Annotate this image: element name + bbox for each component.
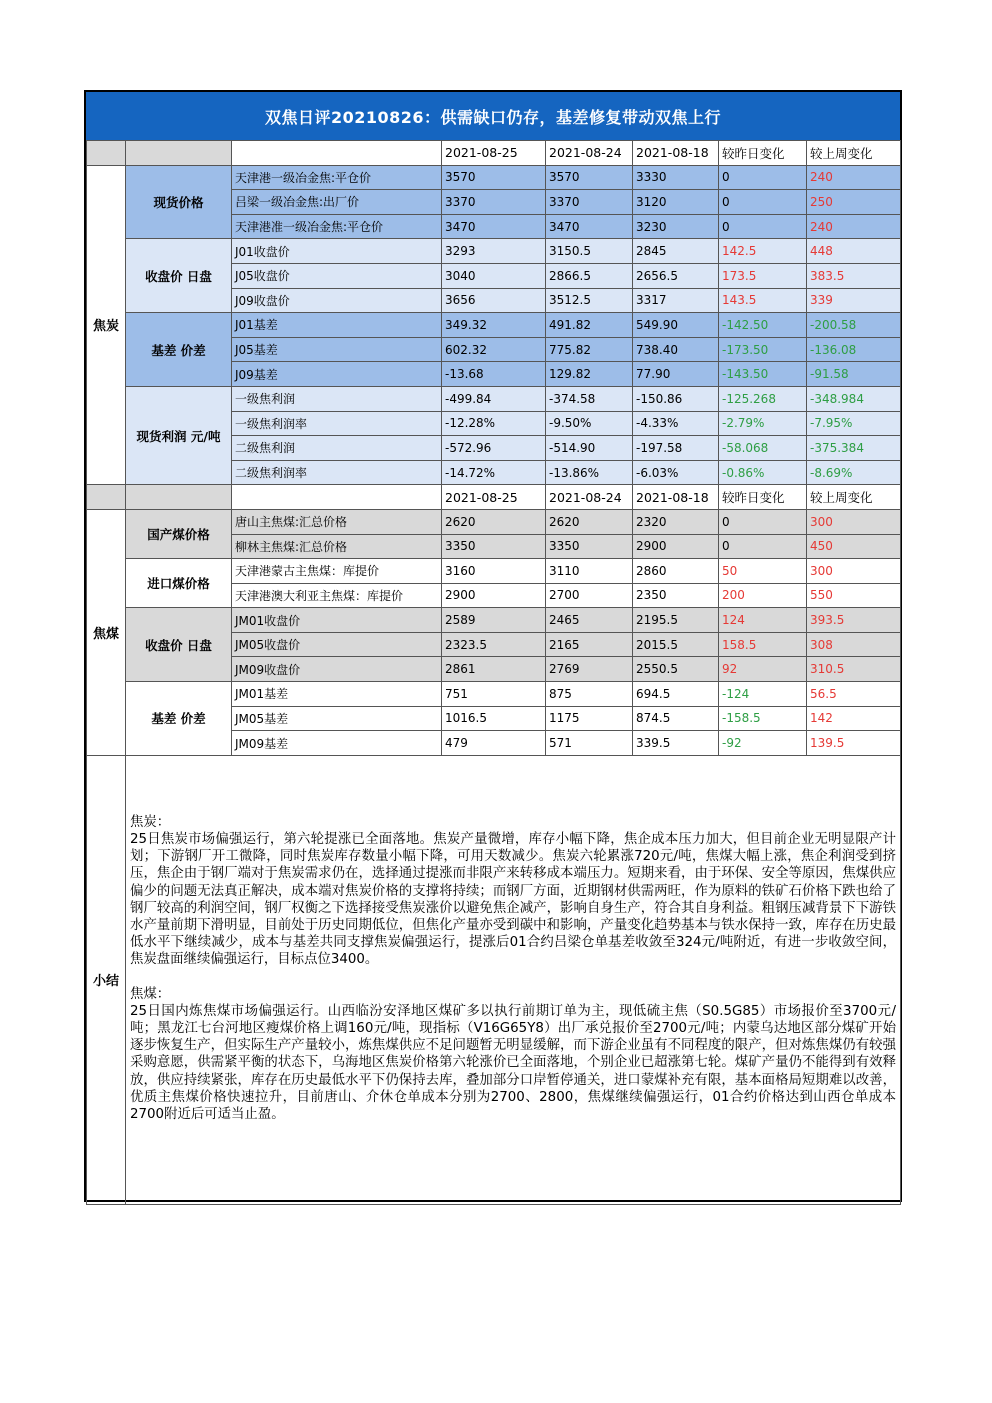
week-change-cell: 383.5 [807, 263, 901, 288]
value-cell: 3120 [633, 190, 719, 215]
import-coal-group: 进口煤价格 [126, 559, 232, 608]
value-cell: -13.86% [546, 460, 633, 485]
value-cell: -4.33% [633, 411, 719, 436]
week-change-cell: -91.58 [807, 362, 901, 387]
day-change-cell: -124 [719, 682, 807, 707]
week-change-header: 较上周变化 [807, 141, 901, 166]
value-cell: 549.90 [633, 313, 719, 338]
day-change-cell: 0 [719, 165, 807, 190]
indicator-name: 一级焦利润率 [232, 411, 442, 436]
value-cell: -514.90 [546, 436, 633, 461]
value-cell: 3330 [633, 165, 719, 190]
value-cell: 3570 [546, 165, 633, 190]
day-change-header: 较昨日变化 [719, 141, 807, 166]
day-change-cell: 92 [719, 657, 807, 682]
date-header-1: 2021-08-24 [546, 485, 633, 510]
value-cell: 2350 [633, 583, 719, 608]
indicator-name: JM01基差 [232, 682, 442, 707]
value-cell: 2866.5 [546, 263, 633, 288]
week-change-cell: -375.384 [807, 436, 901, 461]
report-sheet [84, 90, 902, 1202]
day-change-cell: 142.5 [719, 239, 807, 264]
value-cell: 3512.5 [546, 288, 633, 313]
indicator-name: 唐山主焦煤:汇总价格 [232, 509, 442, 534]
value-cell: 3570 [442, 165, 546, 190]
blank-cell [87, 485, 126, 510]
coal-basis-group: 基差 价差 [126, 682, 232, 756]
week-change-cell: -7.95% [807, 411, 901, 436]
date-header-2: 2021-08-18 [633, 141, 719, 166]
value-cell: 602.32 [442, 337, 546, 362]
value-cell: 3317 [633, 288, 719, 313]
indicator-name: J09收盘价 [232, 288, 442, 313]
week-change-cell: 240 [807, 214, 901, 239]
blank-cell [126, 485, 232, 510]
indicator-name: 天津港一级冶金焦:平仓价 [232, 165, 442, 190]
week-change-cell: 139.5 [807, 731, 901, 756]
indicator-name: JM09收盘价 [232, 657, 442, 682]
day-change-cell: -158.5 [719, 706, 807, 731]
date-header-0: 2021-08-25 [442, 485, 546, 510]
blank-cell [126, 141, 232, 166]
week-change-cell: 308 [807, 632, 901, 657]
indicator-name: J05收盘价 [232, 263, 442, 288]
summary-label: 小结 [87, 755, 126, 1204]
value-cell: 3160 [442, 559, 546, 584]
indicator-name: J09基差 [232, 362, 442, 387]
indicator-name: 天津港准一级冶金焦:平仓价 [232, 214, 442, 239]
value-cell: 3150.5 [546, 239, 633, 264]
domestic-coal-group: 国产煤价格 [126, 509, 232, 558]
value-cell: 3230 [633, 214, 719, 239]
value-cell: 2860 [633, 559, 719, 584]
price-table [86, 140, 901, 1205]
value-cell: 2845 [633, 239, 719, 264]
week-change-cell: 448 [807, 239, 901, 264]
indicator-name: 吕梁一级冶金焦:出厂价 [232, 190, 442, 215]
indicator-name: 天津港澳大利亚主焦煤：库提价 [232, 583, 442, 608]
value-cell: 3656 [442, 288, 546, 313]
value-cell: 2620 [442, 509, 546, 534]
coal-summary-heading: 焦煤： [130, 986, 171, 1002]
summary-text [126, 755, 901, 1204]
indicator-name: JM05收盘价 [232, 632, 442, 657]
value-cell: 2015.5 [633, 632, 719, 657]
paragraph-gap [130, 969, 896, 986]
week-change-header: 较上周变化 [807, 485, 901, 510]
table-row [87, 682, 901, 707]
value-cell: 2620 [546, 509, 633, 534]
value-cell: 3293 [442, 239, 546, 264]
blank-cell [232, 485, 442, 510]
value-cell: 339.5 [633, 731, 719, 756]
table-row [87, 509, 901, 534]
week-change-cell: 339 [807, 288, 901, 313]
indicator-name: J01基差 [232, 313, 442, 338]
blank-cell [232, 141, 442, 166]
coal-close-group: 收盘价 日盘 [126, 608, 232, 682]
value-cell: 2861 [442, 657, 546, 682]
week-change-cell: -200.58 [807, 313, 901, 338]
value-cell: -13.68 [442, 362, 546, 387]
value-cell: 1175 [546, 706, 633, 731]
value-cell: 2900 [633, 534, 719, 559]
value-cell: -197.58 [633, 436, 719, 461]
value-cell: -499.84 [442, 386, 546, 411]
value-cell: 738.40 [633, 337, 719, 362]
day-change-cell: 50 [719, 559, 807, 584]
week-change-cell: 250 [807, 190, 901, 215]
table-row [87, 608, 901, 633]
value-cell: 775.82 [546, 337, 633, 362]
day-change-cell: -125.268 [719, 386, 807, 411]
coke-summary-heading: 焦炭： [130, 814, 171, 830]
value-cell: 129.82 [546, 362, 633, 387]
day-change-cell: -2.79% [719, 411, 807, 436]
value-cell: 694.5 [633, 682, 719, 707]
week-change-cell: -136.08 [807, 337, 901, 362]
indicator-name: JM09基差 [232, 731, 442, 756]
day-change-cell: 0 [719, 534, 807, 559]
value-cell: 3470 [546, 214, 633, 239]
report-title: 双焦日评20210826：供需缺口仍存，基差修复带动双焦上行 [86, 92, 900, 140]
table-row [87, 239, 901, 264]
coke-summary-body: 25日焦炭市场偏强运行，第六轮提涨已全面落地。焦炭产量微增，库存小幅下降，焦企成本压力加大，但目前企业无明显限产计划；下游钢厂开工微降，同时焦炭库存数量小幅下降，可用天数减少。焦炭六轮累涨720元/吨，焦煤大幅上涨，焦企利润受到挤压，焦企由于钢厂端对于焦炭需求仍在，选择通过提涨而非限产来转移成本端压力。短期来看，由于环保、安全等原因，焦煤供应偏少的问题无法真正解决，成本端对焦炭价格的支撑将持续；而钢厂方面，近期钢材供需两旺，作为原料的铁矿石价格下跌也给了钢厂较高的利润空间，钢厂权衡之下选择接受焦炭涨价以避免焦企减产，影响自身生产，符合其自身利益。粗钢压减背景下下游铁水产量前期下滑明显，目前处于历史同期低位，但焦化产量亦受到碳中和影响，产量变化趋势基本与铁水保持一致，库存在历史最低水平下继续减少，成本与基差共同支撑焦炭偏强运行，提涨后01合约吕梁仓单基差收敛至324元/吨附近，有进一步收敛空间，焦炭盘面继续偏强运行，目标点位3400。 [130, 832, 896, 968]
indicator-name: 二级焦利润率 [232, 460, 442, 485]
value-cell: 2320 [633, 509, 719, 534]
value-cell: 479 [442, 731, 546, 756]
value-cell: -572.96 [442, 436, 546, 461]
date-header-0: 2021-08-25 [442, 141, 546, 166]
day-change-cell: -0.86% [719, 460, 807, 485]
table-row [87, 559, 901, 584]
value-cell: 491.82 [546, 313, 633, 338]
indicator-name: 天津港蒙古主焦煤：库提价 [232, 559, 442, 584]
week-change-cell: 310.5 [807, 657, 901, 682]
indicator-name: 一级焦利润 [232, 386, 442, 411]
value-cell: 2900 [442, 583, 546, 608]
value-cell: -12.28% [442, 411, 546, 436]
week-change-cell: 240 [807, 165, 901, 190]
week-change-cell: -348.984 [807, 386, 901, 411]
day-change-cell: 158.5 [719, 632, 807, 657]
summary-row [87, 755, 901, 1204]
coke-section-label: 焦炭 [87, 165, 126, 485]
date-header-1: 2021-08-24 [546, 141, 633, 166]
value-cell: 3110 [546, 559, 633, 584]
indicator-name: J01收盘价 [232, 239, 442, 264]
date-header-2: 2021-08-18 [633, 485, 719, 510]
close-price-group: 收盘价 日盘 [126, 239, 232, 313]
indicator-name: JM05基差 [232, 706, 442, 731]
week-change-cell: 393.5 [807, 608, 901, 633]
value-cell: 3470 [442, 214, 546, 239]
day-change-cell: 0 [719, 190, 807, 215]
indicator-name: 二级焦利润 [232, 436, 442, 461]
value-cell: 1016.5 [442, 706, 546, 731]
week-change-cell: 300 [807, 559, 901, 584]
day-change-cell: -92 [719, 731, 807, 756]
table-row [87, 313, 901, 338]
day-change-cell: 0 [719, 214, 807, 239]
value-cell: 874.5 [633, 706, 719, 731]
value-cell: -374.58 [546, 386, 633, 411]
value-cell: 2656.5 [633, 263, 719, 288]
week-change-cell: 450 [807, 534, 901, 559]
value-cell: 2195.5 [633, 608, 719, 633]
day-change-cell: 200 [719, 583, 807, 608]
value-cell: 2769 [546, 657, 633, 682]
week-change-cell: -8.69% [807, 460, 901, 485]
indicator-name: JM01收盘价 [232, 608, 442, 633]
value-cell: 2323.5 [442, 632, 546, 657]
coking-coal-section-label: 焦煤 [87, 509, 126, 755]
value-cell: 3350 [546, 534, 633, 559]
value-cell: 751 [442, 682, 546, 707]
week-change-cell: 550 [807, 583, 901, 608]
day-change-cell: -142.50 [719, 313, 807, 338]
value-cell: 3040 [442, 263, 546, 288]
table-row [87, 386, 901, 411]
week-change-cell: 300 [807, 509, 901, 534]
value-cell: -150.86 [633, 386, 719, 411]
day-change-cell: 143.5 [719, 288, 807, 313]
day-change-cell: 173.5 [719, 263, 807, 288]
day-change-cell: -173.50 [719, 337, 807, 362]
indicator-name: J05基差 [232, 337, 442, 362]
week-change-cell: 142 [807, 706, 901, 731]
value-cell: 3350 [442, 534, 546, 559]
header-row [87, 485, 901, 510]
day-change-header: 较昨日变化 [719, 485, 807, 510]
header-row [87, 141, 901, 166]
value-cell: 2465 [546, 608, 633, 633]
day-change-cell: -58.068 [719, 436, 807, 461]
profit-group: 现货利润 元/吨 [126, 386, 232, 484]
basis-group: 基差 价差 [126, 313, 232, 387]
value-cell: 875 [546, 682, 633, 707]
value-cell: 77.90 [633, 362, 719, 387]
value-cell: 2550.5 [633, 657, 719, 682]
table-row [87, 165, 901, 190]
day-change-cell: 0 [719, 509, 807, 534]
value-cell: 3370 [546, 190, 633, 215]
value-cell: 2700 [546, 583, 633, 608]
coal-summary-body: 25日国内炼焦煤市场偏强运行。山西临汾安泽地区煤矿多以执行前期订单为主，现低硫主焦（S0.5G85）市场报价至3700元/吨；黑龙江七台河地区瘦煤价格上调160元/吨，现指标（V16G65Y8）出厂承兑报价至2700元/吨；内蒙乌达地区部分煤矿开始逐步恢复生产，但实际生产产量较小，炼焦煤供应不足问题暂无明显缓解，而下游企业虽有不同程度的限产，但对炼焦煤仍有较强采购意愿，供需紧平衡的状态下，乌海地区焦炭价格第六轮涨价已全面落地，个别企业已超涨第七轮。煤矿产量仍不能得到有效释放，供应持续紧张，库存在历史最低水平下仍保持去库，叠加部分口岸暂停通关，进口蒙煤补充有限，基本面格局短期难以改善，优质主焦煤价格快速拉升，目前唐山、介休仓单成本分别为2700、2800，焦煤继续偏强运行，01合约价格达到山西仓单成本2700附近后可适当止盈。 [130, 1003, 896, 1123]
week-change-cell: 56.5 [807, 682, 901, 707]
value-cell: -6.03% [633, 460, 719, 485]
value-cell: 2589 [442, 608, 546, 633]
value-cell: 2165 [546, 632, 633, 657]
value-cell: 571 [546, 731, 633, 756]
indicator-name: 柳林主焦煤:汇总价格 [232, 534, 442, 559]
spot-price-group: 现货价格 [126, 165, 232, 239]
blank-cell [87, 141, 126, 166]
value-cell: 3370 [442, 190, 546, 215]
day-change-cell: 124 [719, 608, 807, 633]
value-cell: 349.32 [442, 313, 546, 338]
value-cell: -9.50% [546, 411, 633, 436]
day-change-cell: -143.50 [719, 362, 807, 387]
value-cell: -14.72% [442, 460, 546, 485]
